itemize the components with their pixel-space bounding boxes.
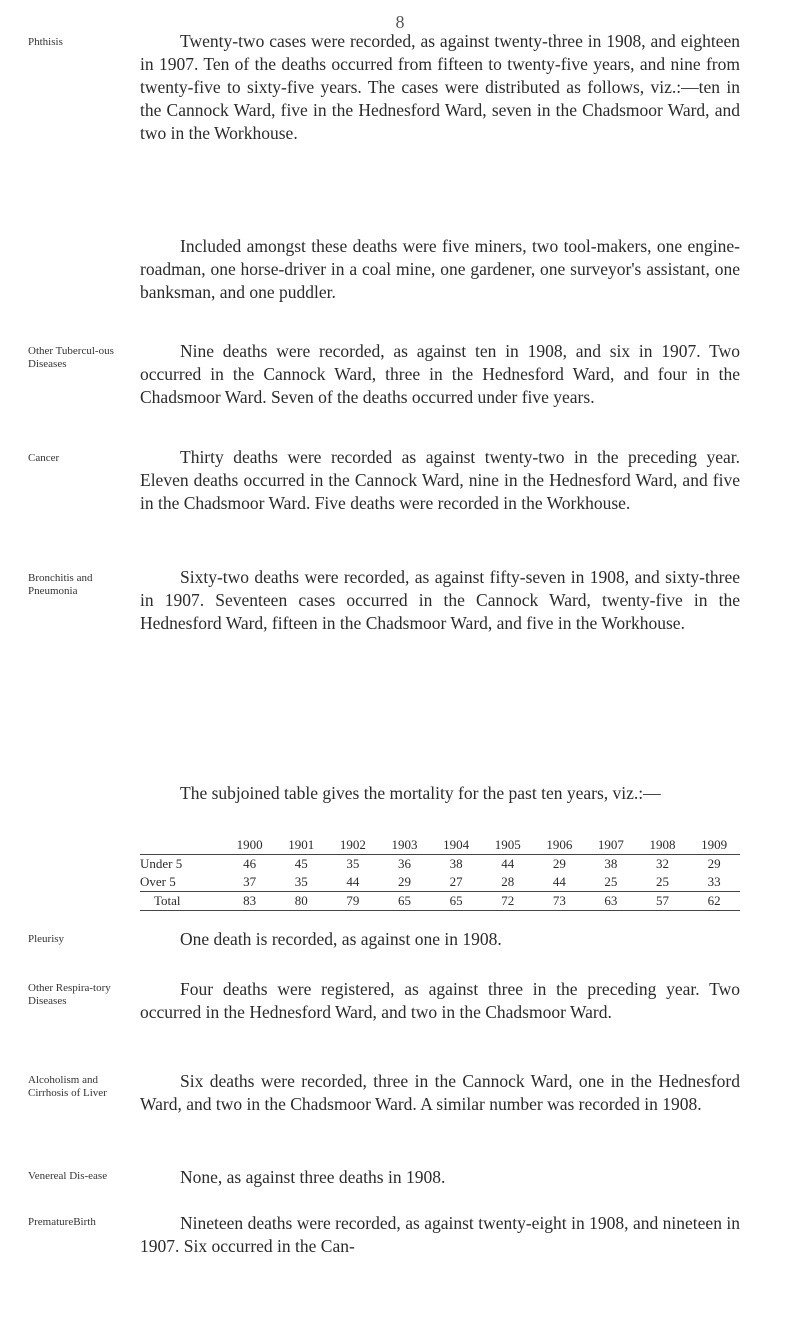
margin-label-phthisis: Phthisis: [28, 36, 63, 48]
table-cell: 44: [552, 874, 566, 889]
table-cell: 29: [707, 856, 721, 871]
table-cell: 46: [243, 856, 257, 871]
table-cell: Total: [140, 892, 224, 911]
table-header-cell: 1906: [534, 836, 586, 855]
table-cell: 80: [275, 892, 327, 911]
paragraph-premature-birth: [140, 1212, 740, 1258]
table-cell: 83: [224, 892, 276, 911]
table-cell: 44: [346, 874, 360, 889]
paragraph-text: Nine deaths were recorded, as against ten in 1908, and six in 1907. Two occurred in the Cannock Ward, three in the Hednesford Ward, and four in the Chadsmoor Ward. Seven of the deaths occurred under five years.: [140, 341, 740, 407]
table-cell: Under 5: [140, 856, 183, 871]
table-cell: 29: [552, 856, 566, 871]
table-cell: 36: [397, 856, 411, 871]
paragraph-pleurisy: [140, 928, 740, 951]
table-cell: 35: [294, 874, 308, 889]
table-cell: 65: [430, 892, 482, 911]
table-row: [140, 855, 740, 874]
table-cell: 73: [534, 892, 586, 911]
table-header-row: [140, 836, 740, 855]
table-header-cell: 1902: [327, 836, 379, 855]
table-header-cell: 1903: [379, 836, 431, 855]
paragraph-alcoholism: [140, 1070, 740, 1116]
table-row: [140, 873, 740, 892]
table-cell: 79: [327, 892, 379, 911]
table-cell: 28: [501, 874, 515, 889]
table-cell: 35: [346, 856, 360, 871]
table-header-cell: 1905: [482, 836, 534, 855]
paragraph-text: Nineteen deaths were recorded, as against twenty-eight in 1908, and nineteen in 1907. Six occurred in the Can-: [140, 1213, 740, 1256]
page-number: 8: [395, 12, 405, 32]
margin-label-premature-birth: PrematureBirth: [28, 1216, 96, 1228]
paragraph-text: One death is recorded, as against one in 1908.: [180, 929, 502, 949]
table-header-cell: 1900: [224, 836, 276, 855]
table-cell: 37: [243, 874, 257, 889]
paragraph-table-intro: [140, 782, 740, 805]
table-cell: 32: [656, 856, 670, 871]
table-header-cell: 1901: [275, 836, 327, 855]
paragraph-other-respiratory: [140, 978, 740, 1024]
table-cell: 44: [501, 856, 515, 871]
table-header-cell: 1907: [585, 836, 637, 855]
paragraph-phthisis: [140, 30, 740, 145]
paragraph-text: Twenty-two cases were recorded, as against twenty-three in 1908, and eighteen in 1907. Ten of the deaths occurred from fifteen to twenty-five years, and nine from twenty-five to sixty-five years. The cases were distributed as follows, viz.:—ten in the Cannock Ward, five in the Hednesford Ward, seven in the Chadsmoor Ward, and two in the Workhouse.: [140, 31, 740, 143]
table-header-cell: 1908: [637, 836, 689, 855]
paragraph-cancer: [140, 446, 740, 515]
paragraph-text: None, as against three deaths in 1908.: [180, 1167, 446, 1187]
paragraph-phthisis-occupations: [140, 235, 740, 304]
table-cell: 29: [397, 874, 411, 889]
paragraph-text: The subjoined table gives the mortality for the past ten years, viz.:—: [180, 783, 661, 803]
margin-label-pleurisy: Pleurisy: [28, 933, 65, 945]
margin-label-venereal: Venereal Dis-ease: [28, 1170, 108, 1182]
paragraph-venereal: [140, 1166, 740, 1189]
table-cell: Over 5: [140, 874, 176, 889]
table-row-total: [140, 892, 740, 911]
paragraph-text: Thirty deaths were recorded as against twenty-two in the preceding year. Eleven deaths occurred in the Cannock Ward, nine in the Hednesford Ward, and five in the Chadsmoor Ward. Five deaths were recorded in the Workhouse.: [140, 447, 740, 513]
table-cell: 63: [585, 892, 637, 911]
paragraph-text: Sixty-two deaths were recorded, as against fifty-seven in 1908, and sixty-three in 1907. Seventeen cases occurred in the Cannock Ward, twenty-five in the Hednesford Ward, fifteen in the Chadsmoor Ward, and five in the Workhouse.: [140, 567, 740, 633]
mortality-table: [140, 836, 740, 911]
table-cell: 25: [656, 874, 670, 889]
table-cell: 72: [482, 892, 534, 911]
table-cell: 33: [707, 874, 721, 889]
table-cell: 38: [604, 856, 618, 871]
table-cell: 25: [604, 874, 618, 889]
paragraph-text: Included amongst these deaths were five miners, two tool-makers, one engine-roadman, one horse-driver in a coal mine, one gardener, one surveyor's assistant, one banksman, and one puddler.: [140, 236, 740, 302]
table-cell: 62: [688, 892, 740, 911]
table-header-cell: [140, 836, 224, 855]
table-cell: 38: [449, 856, 463, 871]
table-cell: 65: [379, 892, 431, 911]
margin-label-alcoholism: Alcoholism and Cirrhosis of Liver: [28, 1074, 107, 1099]
table-cell: 27: [449, 874, 463, 889]
table-cell: 57: [637, 892, 689, 911]
margin-label-other-tuberculous: Other Tubercul-ous Diseases: [28, 345, 114, 370]
paragraph-other-tuberculous: [140, 340, 740, 409]
margin-label-other-respiratory: Other Respira-tory Diseases: [28, 982, 111, 1007]
table-cell: 45: [294, 856, 308, 871]
table-header-cell: 1909: [688, 836, 740, 855]
margin-label-bronchitis: Bronchitis and Pneumonia: [28, 572, 93, 597]
paragraph-bronchitis: [140, 566, 740, 635]
paragraph-text: Four deaths were registered, as against three in the preceding year. Two occurred in the Hednesford Ward, and two in the Chadsmoor Ward.: [140, 979, 740, 1022]
table-header-cell: 1904: [430, 836, 482, 855]
margin-label-cancer: Cancer: [28, 452, 60, 464]
paragraph-text: Six deaths were recorded, three in the Cannock Ward, one in the Hednesford Ward, and two in the Chadsmoor Ward. A similar number was recorded in 1908.: [140, 1071, 740, 1114]
